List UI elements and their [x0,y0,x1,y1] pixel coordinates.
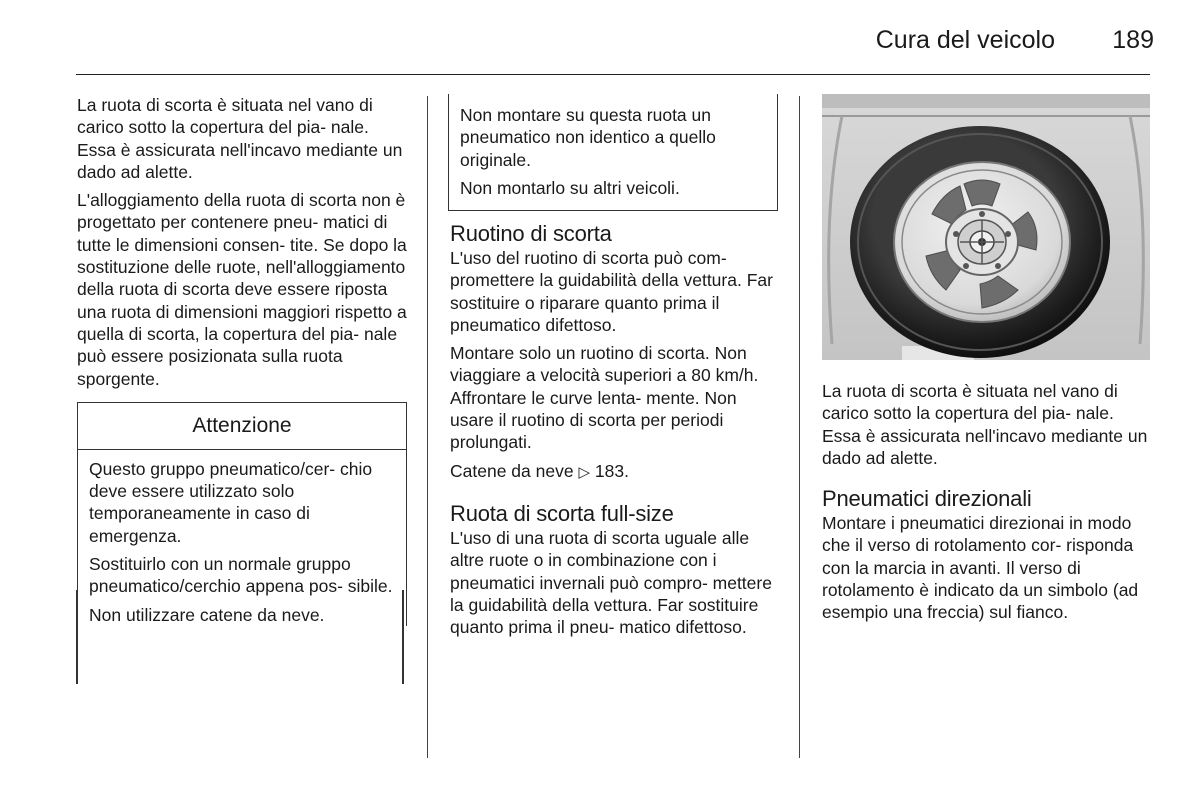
warning-title: Attenzione [78,403,406,450]
paragraph: L'alloggiamento della ruota di scorta non è progettato per contenere pneu- matici di tutte le dimensioni consen- tite. Se dopo la sostituzione delle ruote, nell'alloggiamento della ruota di scorta deve essere riposta una ruota di dimensioni maggiori rispetto a quella di scorta, la copertura del pia- nale può essere posizionata sulla ruota sporgente. [77,190,407,389]
column-1 [77,94,407,632]
warning-paragraph: Non montarlo su altri veicoli. [460,177,680,198]
column-3 [822,94,1150,630]
page-reference[interactable]: 183. [594,460,629,481]
chapter-title: Cura del veicolo [875,26,1055,54]
cross-reference-text: Catene da neve [450,460,574,481]
column-2 [450,94,780,644]
warning-paragraph: Sostituirlo con un normale gruppo pneumatico/cerchio appena pos- sibile. [89,554,393,597]
warning-paragraph: Non utilizzare catene da neve. [89,604,325,625]
spare-wheel-icon [822,94,1150,360]
paragraph [450,460,780,484]
warning-box-right-edge [402,590,404,684]
paragraph: L'uso del ruotino di scorta può com- promettere la guidabilità della vettura. Far sostituire o riparare quanto prima il pneumatico difettoso. [450,248,773,335]
warning-box-left-edge [76,590,78,684]
warning-paragraph: Questo gruppo pneumatico/cer- chio deve essere utilizzato solo temporaneamente in caso di emergenza. [89,458,373,546]
warning-box [77,402,407,626]
paragraph: Montare solo un ruotino di scorta. Non viaggiare a velocità superiori a 80 km/h. Affrontare le curve lenta- mente. Non usare il ruotino di scorta per periodi prolungati. [450,343,759,453]
paragraph: L'uso di una ruota di scorta uguale alle altre ruote o in combinazione con i pneumatici invernali può compro- mettere la guidabilità della vettura. Far sostituire quanto prima il pneu- matico difettoso. [450,527,772,638]
column-divider-2 [799,96,800,758]
warning-body [78,450,406,626]
paragraph: Montare i pneumatici direzionai in modo che il verso di rotolamento cor- risponda con la marcia in avanti. Il verso di rotolamento è indicato da un simbolo (ad esempio una freccia) sul fianco. [822,513,1139,623]
section-heading: Pneumatici direzionali [822,486,1032,512]
section-heading: Ruota di scorta full-size [450,500,674,526]
column-divider-1 [427,96,428,758]
warning-paragraph: Non montare su questa ruota un pneumatico non identico a quello originale. [460,105,716,170]
spare-wheel-illustration [822,94,1150,360]
header-divider [76,74,1150,75]
warning-box-continuation [448,94,778,211]
page-number: 189 [1112,26,1154,54]
page-reference-icon: ▷ [578,463,590,481]
figure-caption: La ruota di scorta è situata nel vano di carico sotto la copertura del pia- nale. Essa è assicurata nell'incavo mediante un dado ad alette. [822,381,1148,468]
section-heading: Ruotino di scorta [450,221,612,246]
paragraph: La ruota di scorta è situata nel vano di carico sotto la copertura del pia- nale. Essa è assicurata nell'incavo mediante un dado ad alette. [77,95,403,182]
